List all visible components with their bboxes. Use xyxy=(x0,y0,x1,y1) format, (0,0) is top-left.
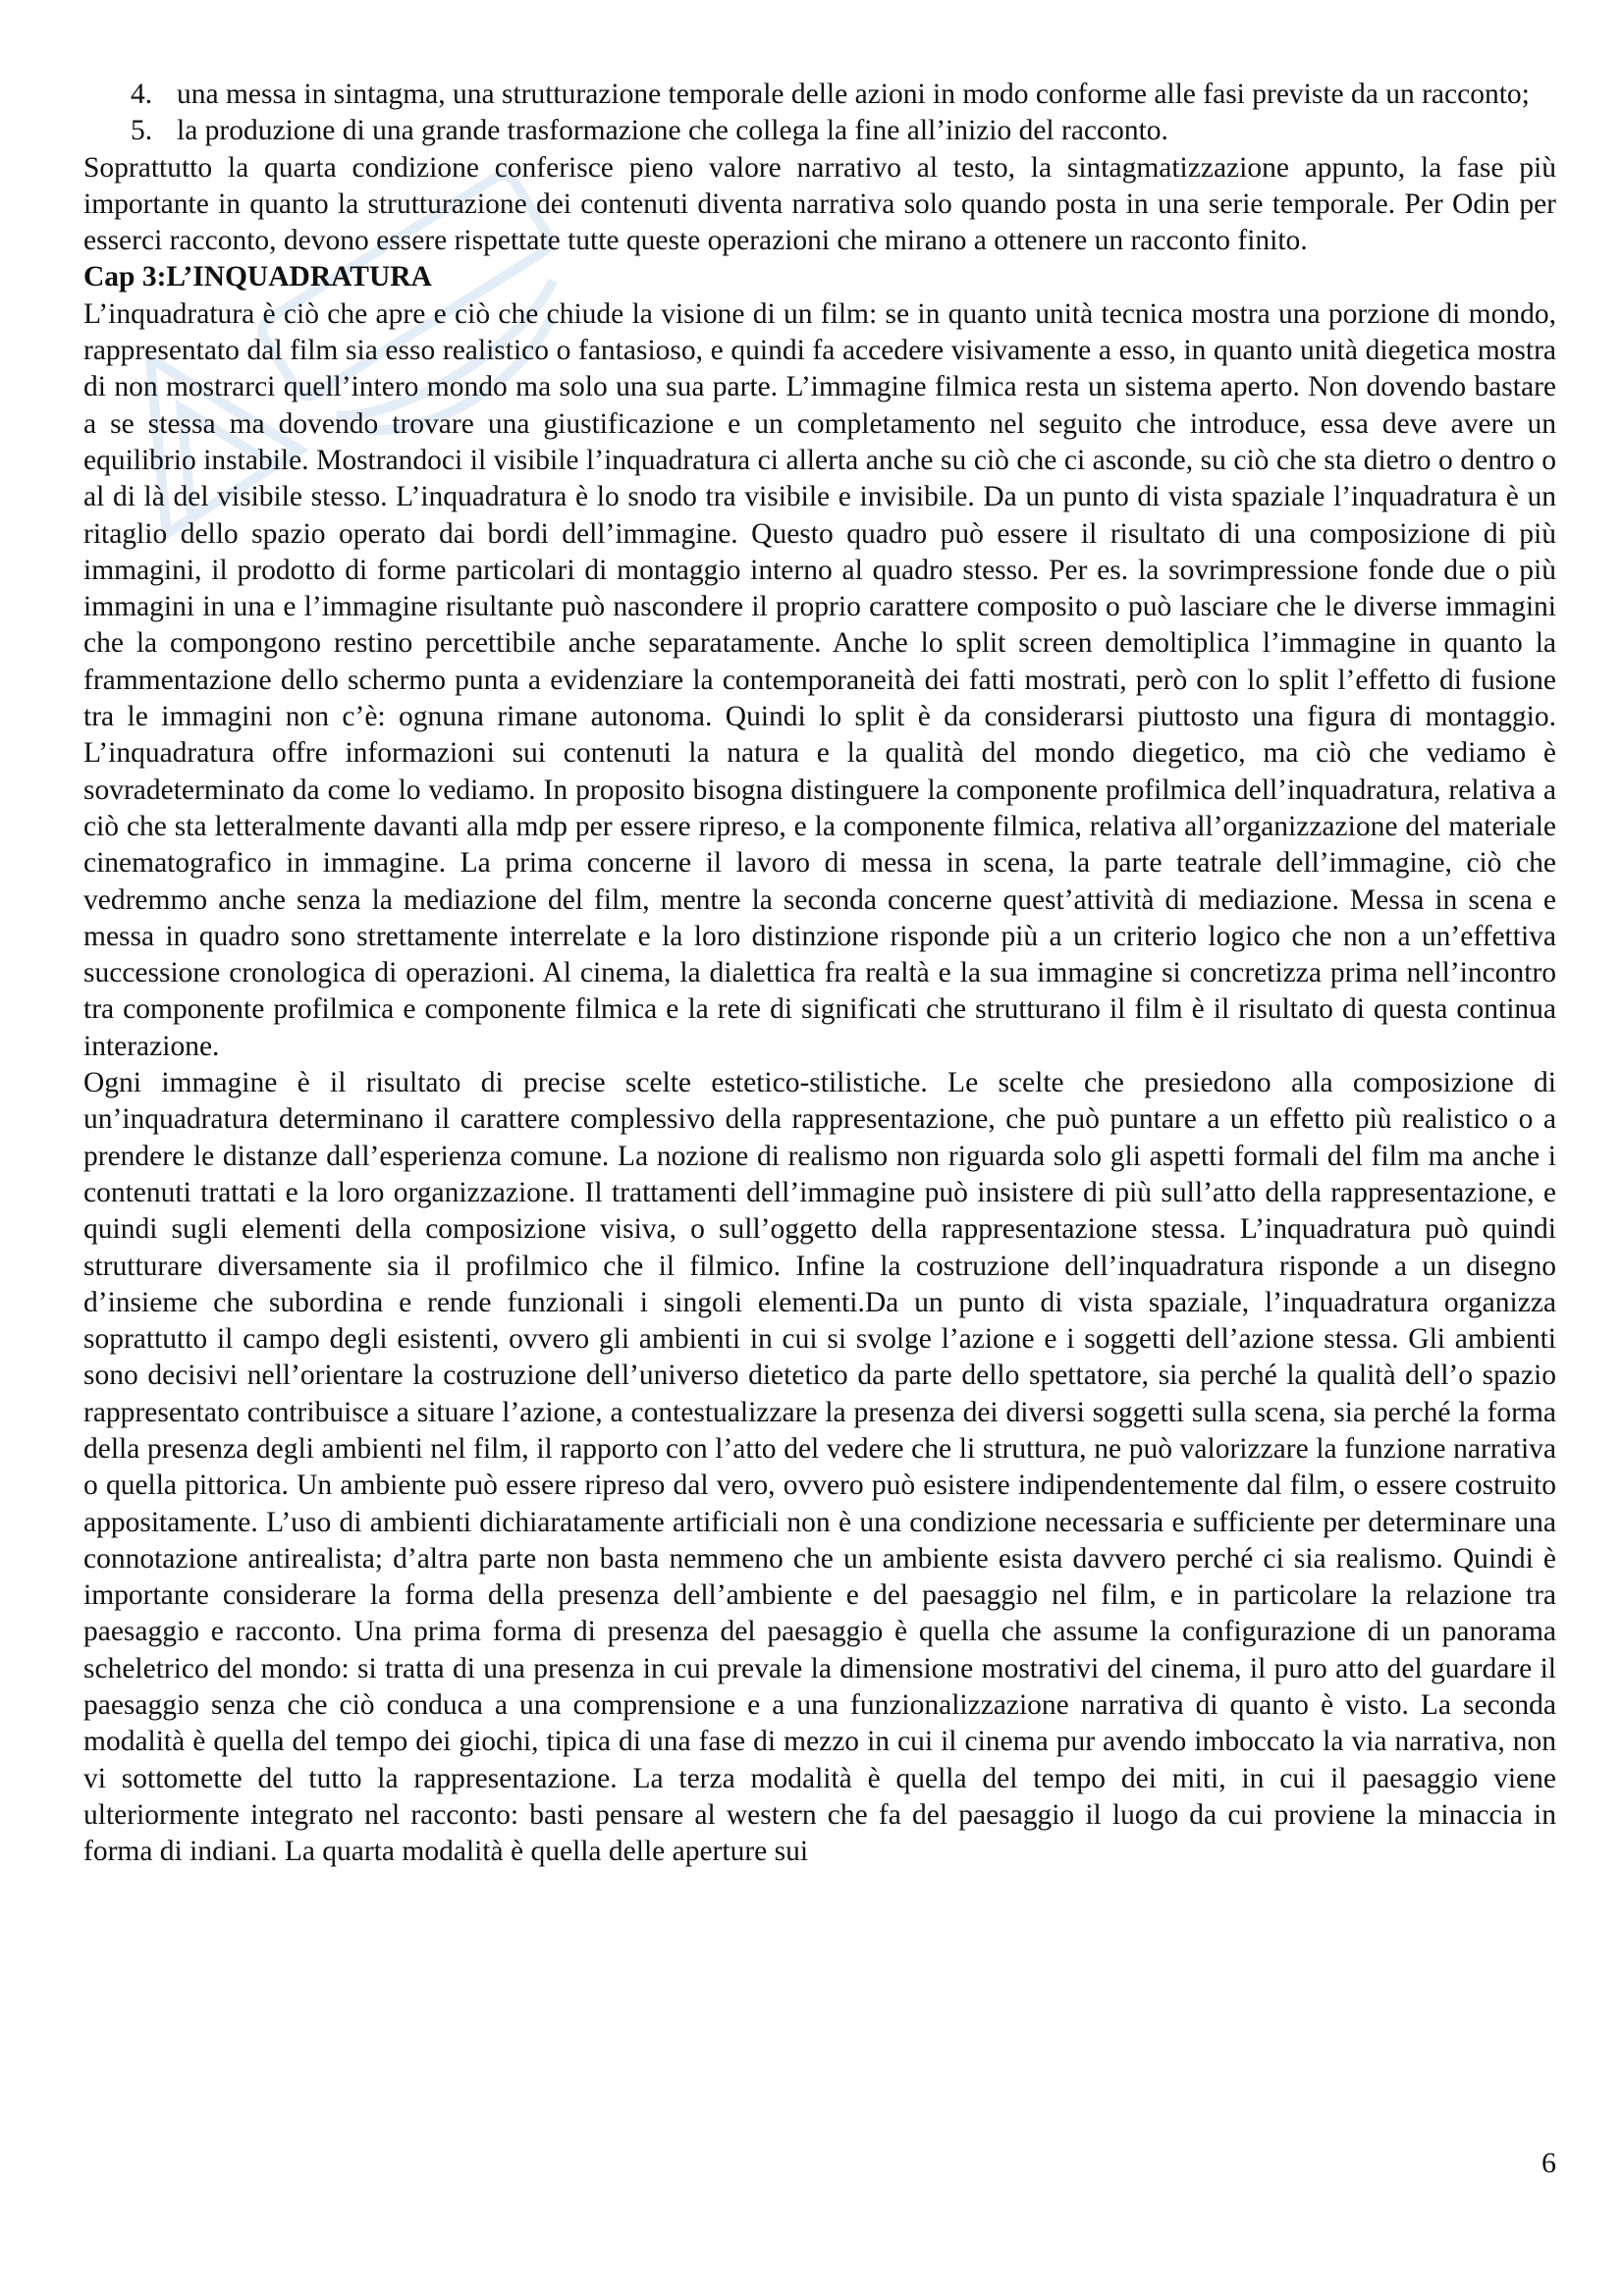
chapter-heading: Cap 3:L’INQUADRATURA xyxy=(83,261,432,294)
list-text: la produzione di una grande trasformazione che collega la fine all’inizio del racconto. xyxy=(177,115,1168,147)
list-text: una messa in sintagma, una strutturazione temporale delle azioni in modo conforme alle fasi previste da un racconto; xyxy=(177,79,1530,110)
paragraph: Soprattutto la quarta condizione conferisce pieno valore narrativo al testo, la sintagmatizzazione appunto, la fase più importante in quanto la strutturazione dei contenuti diventa narrativa solo quando posta in una serie temporale. Per Odin per esserci racconto, devono essere rispettate tutte queste operazioni che mirano a ottenere un racconto finito. xyxy=(83,151,1556,257)
list-number: 4. xyxy=(131,79,153,110)
page-number: 6 xyxy=(1542,2147,1556,2179)
numbered-list xyxy=(83,77,1556,150)
paragraph: L’inquadratura è ciò che apre e ciò che chiude la visione di un film: se in quanto unità tecnica mostra una porzione di mondo, rappresentato dal film sia esso realistico o fantasioso, e quindi fa accedere visivamente a esso, in quanto unità diegetica mostra di non mostrarci quell’intero mondo ma solo una sua parte. L’immagine filmica resta un sistema aperto. Non dovendo bastare a se stessa ma dovendo trovare una giustificazione e un completamento nel seguito che introduce, essa deve avere un equilibrio instabile. Mostrandoci il visibile l’inquadratura ci allerta anche su ciò che ci asconde, su ciò che sta dietro o dentro o al di là del visibile stesso. L’inquadratura è lo snodo tra visibile e invisibile. Da un punto di vista spaziale l’inquadratura è un ritaglio dello spazio operato dai bordi dell’immagine. Questo quadro può essere il risultato di una composizione di più immagini, il prodotto di forme particolari di montaggio interno al quadro stesso. Per es. la sovrimpressione fonde due o più immagini in una e l’immagine risultante può nascondere il proprio carattere composito o può lasciare che le diverse immagini che la compongono restino percettibile anche separatamente. Anche lo split screen demoltiplica l’immagine in quanto la frammentazione dello schermo punta a evidenziare la contemporaneità dei fatti mostrati, però con lo split l’effetto di fusione tra le immagini non c’è: ognuna rimane autonoma. Quindi lo split è da considerarsi piuttosto una figura di montaggio. L’inquadratura offre informazioni sui contenuti la natura e la qualità del mondo diegetico, ma ciò che vediamo è sovradeterminato da come lo vediamo. In proposito bisogna distinguere la componente profilmica dell’inquadratura, relativa a ciò che sta letteralmente davanti alla mdp per essere ripreso, e la componente filmica, relativa all’organizzazione del materiale cinematografico in immagine. La prima concerne il lavoro di messa in scena, la parte teatrale dell’immagine, ciò che vedremmo anche senza la mediazione del film, mentre la seconda concerne quest’attività di mediazione. Messa in scena e messa in quadro sono strettamente interrelate e la loro distinzione risponde più a un criterio logico che non a un’effettiva successione cronologica di operazioni. Al cinema, la dialettica fra realtà e la sua immagine si concretizza prima nell’incontro tra componente profilmica e componente filmica e la rete di significati che strutturano il film è il risultato di questa continua interazione. xyxy=(83,297,1556,1062)
paragraph: Ogni immagine è il risultato di precise scelte estetico-stilistiche. Le scelte che presiedono alla composizione di un’inquadratura determinano il carattere complessivo della rappresentazione, che può puntare a un effetto più realistico o a prendere le distanze dall’esperienza comune. La nozione di realismo non riguarda solo gli aspetti formali del film ma anche i contenuti trattati e la loro organizzazione. Il trattamenti dell’immagine può insistere di più sull’atto della rappresentazione, e quindi sugli elementi della composizione visiva, o sull’oggetto della rappresentazione stessa. L’inquadratura può quindi strutturare diversamente sia il profilmico che il filmico. Infine la costruzione dell’inquadratura risponde a un disegno d’insieme che subordina e rende funzionali i singoli elementi.Da un punto di vista spaziale, l’inquadratura organizza soprattutto il campo degli esistenti, ovvero gli ambienti in cui si svolge l’azione e i soggetti dell’azione stessa. Gli ambienti sono decisivi nell’orientare la costruzione dell’universo dietetico da parte dello spettatore, sia perché la qualità dell’o spazio rappresentato contribuisce a situare l’azione, a contestualizzare la presenza dei diversi soggetti sulla scena, sia perché la forma della presenza degli ambienti nel film, il rapporto con l’atto del vedere che li struttura, ne può valorizzare la funzione narrativa o quella pittorica. Un ambiente può essere ripreso dal vero, ovvero può esistere indipendentemente dal film, o essere costruito appositamente. L’uso di ambienti dichiaratamente artificiali non è una condizione necessaria e sufficiente per determinare una connotazione antirealista; d’altra parte non basta nemmeno che un ambiente esista davvero perché ci sia realismo. Quindi è importante considerare la forma della presenza dell’ambiente e del paesaggio nel film, e in particolare la relazione tra paesaggio e racconto. Una prima forma di presenza del paesaggio è quella che assume la configurazione di un panorama scheletrico del mondo: si tratta di una presenza in cui prevale la dimensione mostrativi del cinema, il puro atto del guardare il paesaggio senza che ciò conduca a una comprensione e a una funzionalizzazione narrativa di quanto è visto. La seconda modalità è quella del tempo dei giochi, tipica di una fase di mezzo in cui il cinema pur avendo imboccato la via narrativa, non vi sottomette del tutto la rappresentazione. La terza modalità è quella del tempo dei miti, in cui il paesaggio viene ulteriormente integrato nel racconto: basti pensare al western che fa del paesaggio il luogo da cui proviene la minaccia in forma di indiani. La quarta modalità è quella delle aperture sui xyxy=(83,1067,1556,1868)
document-body xyxy=(83,77,1556,1871)
list-number: 5. xyxy=(131,115,153,147)
list-item xyxy=(83,113,1556,149)
list-item xyxy=(83,77,1556,113)
